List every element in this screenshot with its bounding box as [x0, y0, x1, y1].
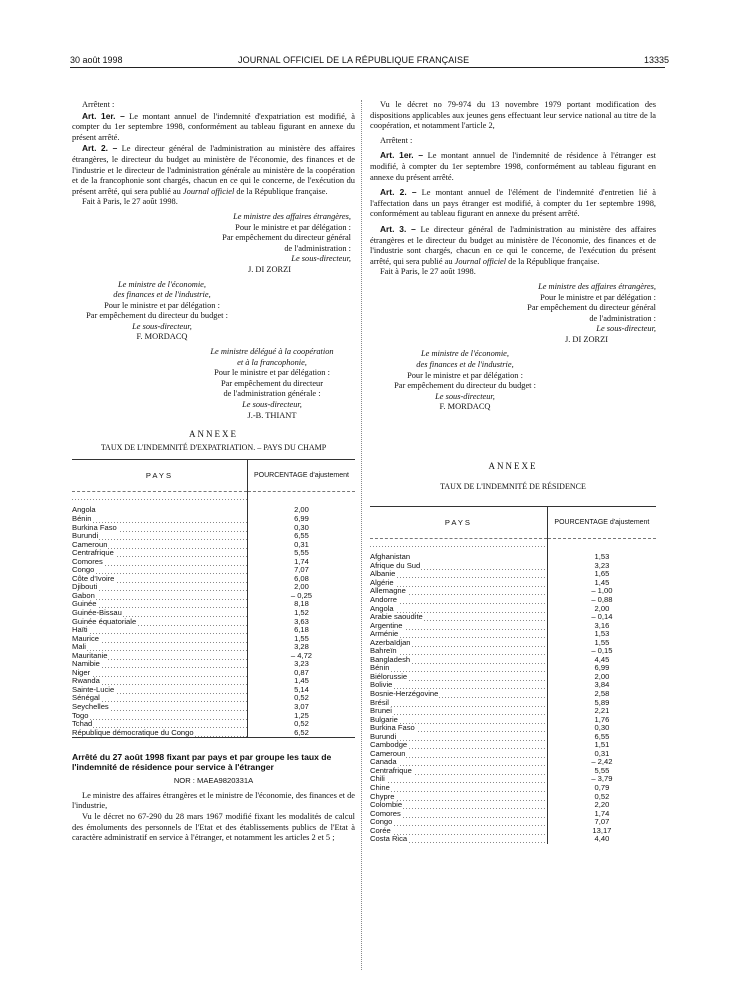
table-row [72, 652, 355, 661]
table-row [72, 583, 355, 592]
country-name: Cambodge [370, 741, 408, 750]
country-name: Gabon [72, 591, 95, 600]
country-name: Angola [72, 505, 96, 515]
sig-name: J. DI ZORZI [247, 264, 291, 274]
table-row [370, 664, 656, 673]
adjustment-percentage: 0,30 [547, 724, 656, 733]
country-name: Tchad [72, 720, 93, 729]
table-header-pays: PAYS [72, 460, 247, 492]
table-row [72, 558, 355, 567]
table-row [72, 643, 355, 652]
sig-line: Le ministre de l'économie, [117, 279, 206, 289]
table-row [370, 613, 656, 622]
adjustment-percentage: 6,99 [547, 664, 656, 673]
adjustment-percentage: 2,00 [247, 583, 355, 592]
sig-line: des finances et de l'industrie, [416, 360, 514, 370]
sig-line: Par empêchement du directeur [220, 378, 324, 388]
table-row [370, 562, 656, 571]
adjustment-percentage: 2,58 [547, 690, 656, 699]
fait-a-paris-right: Fait à Paris, le 27 août 1998. [380, 267, 476, 277]
annexe-subtitle-right: TAUX DE L'INDEMNITÉ DE RÉSIDENCE [440, 481, 586, 491]
table-row [72, 677, 355, 686]
column-separator [361, 100, 362, 970]
sig-line: et à la francophonie, [237, 357, 307, 367]
country-name: Burundi [72, 532, 99, 541]
country-name: Comores [370, 809, 401, 818]
adjustment-percentage: 6,18 [247, 626, 355, 635]
table-row [370, 699, 656, 708]
adjustment-percentage: 0,87 [247, 669, 355, 678]
signature-block-right-2 [370, 349, 560, 413]
sig-line: Le sous-directeur, [596, 324, 656, 334]
country-name: Sénégal [72, 694, 100, 703]
signature-block-1 [72, 212, 355, 276]
signature-block-right-1 [370, 282, 656, 346]
table-row [72, 720, 355, 729]
adjustment-percentage: – 0,15 [547, 647, 656, 656]
adjustment-percentage: 1,52 [247, 609, 355, 618]
table-row [370, 639, 656, 648]
country-name: Chine [370, 783, 390, 792]
country-name: Haïti [72, 626, 88, 635]
country-name: Congo [370, 818, 393, 827]
adjustment-percentage: 1,53 [547, 539, 656, 562]
country-name: Guinée [72, 600, 97, 609]
table-row [72, 492, 355, 515]
article-label: Art. 2. – [380, 187, 417, 198]
expatriation-table [72, 459, 355, 738]
country-name: Seychelles [72, 702, 109, 711]
country-name: Brunei [370, 707, 392, 716]
vu-paragraph-right: Vu le décret no 79-974 du 13 novembre 1979 portant modification des dispositions applicables aux jeunes gens effectuant leur service national au titre de la coopération, et notamment l'article 2, [370, 100, 656, 131]
adjustment-percentage: 6,08 [247, 575, 355, 584]
country-name: Arabie saoudite [370, 613, 423, 622]
table-row [72, 626, 355, 635]
table-row [370, 750, 656, 759]
right-column [370, 100, 656, 844]
article-text: Le montant annuel de l'indemnité d'expatriation est modifié, à compter du 1er septembre 1998, conformément au tableau figurant en annexe du présent arrêté. [72, 111, 355, 142]
country-name: Guinée équatoriale [72, 617, 137, 626]
table-row [370, 733, 656, 742]
adjustment-percentage: 7,07 [247, 566, 355, 575]
country-name: Bolivie [370, 681, 393, 690]
page-header [0, 55, 731, 71]
table-row [370, 818, 656, 827]
country-name: Canada [370, 758, 397, 767]
country-name: Mali [72, 643, 86, 652]
annexe-heading-right: ANNEXE [488, 461, 538, 472]
adjustment-percentage: 0,31 [247, 541, 355, 550]
adjustment-percentage: 5,89 [547, 699, 656, 708]
country-name: Allemagne [370, 587, 406, 596]
country-name: Andorre [370, 595, 398, 604]
adjustment-percentage: 1,53 [547, 630, 656, 639]
country-name: Bahreïn [370, 647, 397, 656]
table-row [370, 596, 656, 605]
country-name: Congo [72, 566, 95, 575]
adjustment-percentage: 2,20 [547, 801, 656, 810]
adjustment-percentage: 5,14 [247, 686, 355, 695]
table-header-pourcentage: POURCENTAGE d'ajustement [547, 507, 656, 539]
annexe-subtitle-left: TAUX DE L'INDEMNITÉ D'EXPATRIATION. – PAYS DU CHAMP [100, 442, 327, 452]
article-label: Art. 1er. – [380, 150, 424, 161]
preamble-paragraph: Le ministre des affaires étrangères et le ministre de l'économie, des finances et de l'industrie, [72, 790, 355, 811]
adjustment-percentage: 1,51 [547, 741, 656, 750]
sig-line: Le ministre des affaires étrangères, [233, 211, 351, 221]
adjustment-percentage: 1,74 [247, 558, 355, 567]
table-row [370, 587, 656, 596]
sig-line: de l'administration générale : [223, 389, 321, 399]
adjustment-percentage: 6,55 [547, 733, 656, 742]
sig-line: de l'administration : [284, 243, 351, 253]
fait-a-paris-left: Fait à Paris, le 27 août 1998. [82, 197, 178, 207]
table-row [72, 686, 355, 695]
country-name: Sainte-Lucie [72, 685, 115, 694]
country-name: Bulgarie [370, 715, 398, 724]
country-name: Arménie [370, 630, 399, 639]
country-name: Namibie [72, 660, 100, 669]
adjustment-percentage: – 0,25 [247, 592, 355, 601]
adjustment-percentage: – 0,14 [547, 613, 656, 622]
adjustment-percentage: 5,55 [547, 767, 656, 776]
sig-line: Le ministre de l'économie, [420, 349, 509, 359]
adjustment-percentage: – 2,42 [547, 758, 656, 767]
adjustment-percentage: 0,52 [547, 793, 656, 802]
sig-line: Pour le ministre et par délégation : [540, 292, 656, 302]
table-row [72, 618, 355, 627]
table-row [72, 566, 355, 575]
table-row [370, 673, 656, 682]
header-page-number: 13335 [643, 55, 669, 65]
arretent-left: Arrêtent : [82, 100, 115, 109]
arretent-right: Arrêtent : [380, 135, 413, 145]
adjustment-percentage: 3,23 [547, 562, 656, 571]
table-row [72, 515, 355, 524]
country-name: Burkina Faso [72, 523, 117, 532]
adjustment-percentage: 4,40 [547, 835, 656, 844]
article-text-end: de la République française. [236, 186, 328, 196]
country-name: Brésil [370, 698, 389, 707]
country-name: Centrafrique [370, 766, 412, 775]
adjustment-percentage: 1,25 [247, 712, 355, 721]
adjustment-percentage: 3,63 [247, 618, 355, 627]
adjustment-percentage: – 0,88 [547, 596, 656, 605]
table-row [370, 647, 656, 656]
table-row [370, 724, 656, 733]
country-name: Guinée-Bissau [72, 608, 122, 617]
adjustment-percentage: 3,07 [247, 703, 355, 712]
journal-officiel-ref: Journal officiel [454, 256, 507, 266]
country-name: Djibouti [72, 583, 98, 592]
sig-line: de l'administration : [589, 313, 656, 323]
table-row [370, 784, 656, 793]
table-row [72, 729, 355, 738]
signature-block-3 [182, 347, 362, 421]
country-name: Burundi [370, 732, 397, 741]
country-name: Argentine [370, 621, 403, 630]
right-article-1 [370, 150, 656, 183]
table-row [72, 524, 355, 533]
table-row [72, 660, 355, 669]
left-article-2 [72, 143, 355, 197]
table-row [72, 609, 355, 618]
country-name: Rwanda [72, 677, 100, 686]
signature-block-2 [72, 280, 252, 344]
adjustment-percentage: 6,55 [247, 532, 355, 541]
country-name: Angola [370, 604, 394, 613]
adjustment-percentage: 3,28 [247, 643, 355, 652]
adjustment-percentage: 4,45 [547, 656, 656, 665]
journal-officiel-ref: Journal officiel [182, 186, 235, 196]
country-name: Mauritanie [72, 651, 108, 660]
table-row [370, 681, 656, 690]
sig-line: Pour le ministre et par délégation : [214, 368, 330, 378]
adjustment-percentage: 1,65 [547, 570, 656, 579]
table-row [370, 630, 656, 639]
table-row [72, 549, 355, 558]
adjustment-percentage: – 1,00 [547, 587, 656, 596]
sig-line: Le ministre délégué à la coopération [210, 347, 334, 357]
article-text: Le montant annuel de l'élément de l'indemnité d'entretien lié à l'affectation dans un pays étranger est modifié, à compter du 1er septembre 1998, conformément au tableau figurant en annexe du présent arrêté. [370, 188, 657, 219]
adjustment-percentage: 13,17 [547, 827, 656, 836]
adjustment-percentage: 0,52 [247, 720, 355, 729]
adjustment-percentage: 0,30 [247, 524, 355, 533]
country-name: Cameroun [370, 749, 406, 758]
country-name: Niger [72, 668, 91, 677]
table-row [370, 656, 656, 665]
table-row [370, 758, 656, 767]
table-row [370, 622, 656, 631]
table-row [72, 600, 355, 609]
adjustment-percentage: 7,07 [547, 818, 656, 827]
adjustment-percentage: 6,52 [247, 729, 355, 738]
adjustment-percentage: 1,74 [547, 810, 656, 819]
adjustment-percentage: 1,55 [547, 639, 656, 648]
country-name: Chypre [370, 792, 395, 801]
table-row [72, 575, 355, 584]
sig-line: Le sous-directeur, [291, 254, 351, 264]
country-name: Bangladesh [370, 655, 411, 664]
sig-name: F. MORDACQ [439, 402, 491, 412]
adjustment-percentage: 2,00 [547, 605, 656, 614]
table-row [72, 532, 355, 541]
table-row [370, 793, 656, 802]
table-row [370, 835, 656, 844]
country-name: Costa Rica [370, 835, 408, 844]
adjustment-percentage: 0,79 [547, 784, 656, 793]
country-name: Bosnie-Herzégovine [370, 689, 439, 698]
table-row [370, 690, 656, 699]
header-date: 30 août 1998 [70, 55, 123, 65]
table-row [72, 694, 355, 703]
table-row [370, 741, 656, 750]
sig-name: F. MORDACQ [136, 332, 188, 342]
table-row [72, 712, 355, 721]
sig-line: Par empêchement du directeur général [222, 233, 351, 243]
nor-reference: NOR : MAEA9820331A [173, 776, 254, 786]
adjustment-percentage: 3,16 [547, 622, 656, 631]
sig-line: Pour le ministre et par délégation : [407, 370, 523, 380]
adjustment-percentage: 1,45 [547, 579, 656, 588]
country-name: Maurice [72, 634, 100, 643]
adjustment-percentage: 1,45 [247, 677, 355, 686]
table-header-pays: PAYS [370, 507, 547, 539]
article-text: Le montant annuel de l'indemnité de résidence à l'étranger est modifié, à compter du 1er septembre 1998, conformément au tableau figurant en annexe du présent arrêté. [370, 151, 656, 182]
table-row [370, 579, 656, 588]
right-article-2 [370, 187, 656, 220]
adjustment-percentage: 3,84 [547, 681, 656, 690]
sig-line: Le sous-directeur, [132, 321, 192, 331]
country-name: Chili [370, 775, 385, 784]
arrete-title: Arrêté du 27 août 1998 fixant par pays et par groupe les taux de l'indemnité de résidence pour service à l'étranger [72, 752, 332, 773]
adjustment-percentage: 8,18 [247, 600, 355, 609]
adjustment-percentage: 6,99 [247, 515, 355, 524]
sig-name: J.-B. THIANT [247, 410, 297, 420]
sig-line: Le sous-directeur, [435, 391, 495, 401]
table-row [72, 669, 355, 678]
left-article-1 [72, 111, 355, 144]
sig-line: Pour le ministre et par délégation : [104, 300, 220, 310]
country-name: Cameroun [72, 540, 108, 549]
left-column [72, 100, 355, 844]
table-row [72, 703, 355, 712]
table-row [370, 570, 656, 579]
article-label: Art. 2. – [82, 143, 118, 154]
country-name: Comores [72, 557, 103, 566]
country-name: Centrafrique [72, 549, 114, 558]
country-name: Biélorussie [370, 672, 408, 681]
table-row [370, 716, 656, 725]
country-name: Azerbaïdjan [370, 638, 411, 647]
adjustment-percentage: 0,52 [247, 694, 355, 703]
adjustment-percentage: 2,00 [547, 673, 656, 682]
adjustment-percentage: 1,55 [247, 635, 355, 644]
article-text: Le directeur général de l'administration au ministère des affaires étrangères et le directeur du budget au ministère de l'économie, des finances et de l'industrie sont chargés, chacun en ce qui le concerne, de l'exécution du présent arrêté, qui sera publié au [370, 224, 657, 266]
table-row [72, 635, 355, 644]
table-row [72, 541, 355, 550]
table-row [370, 801, 656, 810]
country-name: Albanie [370, 570, 396, 579]
table-row [370, 810, 656, 819]
sig-name: J. DI ZORZI [564, 334, 608, 344]
country-name: Côte d'Ivoire [72, 574, 115, 583]
article-label: Art. 3. – [380, 223, 416, 234]
table-row [370, 775, 656, 784]
sig-line: Par empêchement du directeur général [527, 303, 656, 313]
country-name: Colombie [370, 801, 403, 810]
right-article-3 [370, 224, 656, 267]
country-name: Corée [370, 826, 391, 835]
sig-line: Pour le ministre et par délégation : [235, 222, 351, 232]
residence-table [370, 506, 656, 844]
table-row [370, 605, 656, 614]
article-text: Le directeur général de l'administration au ministère des affaires étrangères, le directeur du budget au ministère de l'économie, des finances et de l'industrie et le directeur de l'administration générale au ministère de la coopération et de la francophonie sont chargés, chacun en ce qui le concerne, de l'exécution du présent arrêté, qui sera publié au [72, 144, 355, 196]
adjustment-percentage: 2,21 [547, 707, 656, 716]
table-row [72, 592, 355, 601]
country-name: Bénin [72, 514, 92, 523]
sig-line: Par empêchement du directeur du budget : [86, 311, 228, 321]
header-journal-title: JOURNAL OFFICIEL DE LA RÉPUBLIQUE FRANÇAISE [238, 55, 470, 65]
article-text-end: de la République française. [508, 256, 600, 266]
adjustment-percentage: 2,00 [247, 492, 355, 515]
country-name: Algérie [370, 578, 394, 587]
country-name: République démocratique du Congo [72, 728, 194, 737]
table-row [370, 827, 656, 836]
country-name: Burkina Faso [370, 724, 415, 733]
adjustment-percentage: – 4,72 [247, 652, 355, 661]
annexe-heading-left: ANNEXE [189, 429, 238, 440]
sig-line: Le ministre des affaires étrangères, [538, 281, 656, 291]
table-row [370, 707, 656, 716]
table-row [370, 767, 656, 776]
sig-line: Le sous-directeur, [242, 400, 302, 410]
article-label: Art. 1er. – [82, 110, 125, 121]
vu-paragraph: Vu le décret no 67-290 du 28 mars 1967 modifié fixant les modalités de calcul des émoluments des personnels de l'Etat et des établissements publics de l'Etat à caractère administratif en service à l'étranger, et notamment les articles 2 et 5 ; [72, 811, 355, 843]
adjustment-percentage: 0,31 [547, 750, 656, 759]
adjustment-percentage: 1,76 [547, 716, 656, 725]
adjustment-percentage: 3,23 [247, 660, 355, 669]
country-name: Togo [72, 711, 89, 720]
table-row [370, 539, 656, 562]
country-name: Afghanistan [370, 552, 411, 562]
country-name: Bénin [370, 664, 390, 673]
country-name: Afrique du Sud [370, 561, 421, 570]
sig-line: des finances et de l'industrie, [113, 290, 211, 300]
adjustment-percentage: – 3,79 [547, 775, 656, 784]
header-rule [70, 67, 665, 68]
sig-line: Par empêchement du directeur du budget : [394, 381, 536, 391]
table-header-pourcentage: POURCENTAGE d'ajustement [247, 460, 355, 492]
adjustment-percentage: 5,55 [247, 549, 355, 558]
